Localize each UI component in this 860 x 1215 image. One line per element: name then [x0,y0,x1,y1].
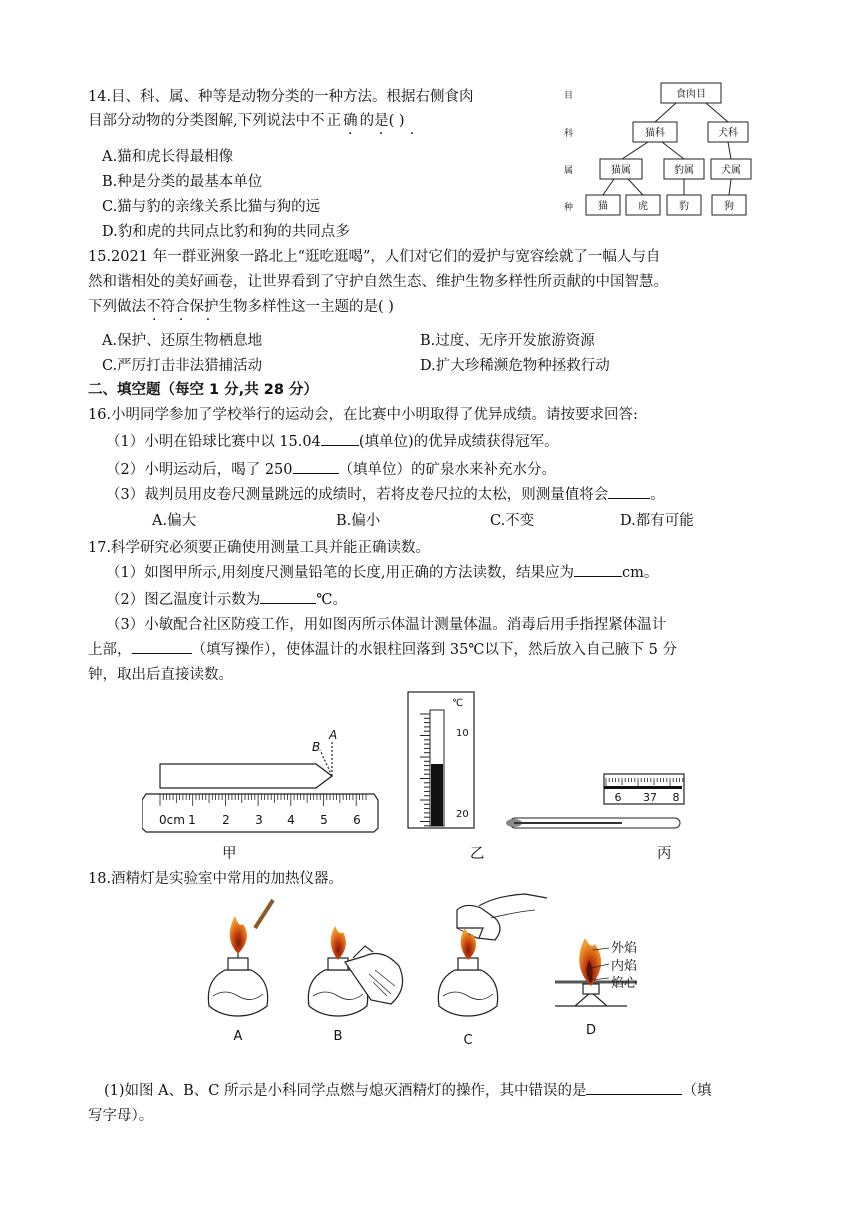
ruler-label-3: 3 [255,813,263,827]
q16-option-d: D.都有可能 [620,513,694,529]
q17-part2-post: ℃。 [316,592,347,608]
pencil [160,764,332,788]
q14-option-b: B.种是分类的最基本单位 [102,174,263,190]
answer-blank[interactable] [574,562,622,577]
q17-part3-line3: 钟，取出后直接读数。 [88,667,233,683]
flame-a [230,916,247,954]
q15-option-a: A.保护、还原生物栖息地 [102,333,263,349]
lamp-label-b: B [333,1029,343,1044]
q14-option-c: C.猫与豹的亲缘关系比猫与狗的远 [102,199,321,215]
mercury-column [514,822,622,824]
q15-option-d: D.扩大珍稀濒危物种拯救行动 [420,358,610,374]
emphasis-dots: · · · [348,126,426,142]
q16-option-c: C.不变 [490,513,535,529]
q17-part1-pre: （1）如图甲所示,用刻度尺测量铅笔的长度,用正确的方法读数，结果应为 [106,565,574,581]
lamp-c [438,894,547,1016]
node-species-cat-label: 猫 [598,201,608,212]
thermometer-figure [400,690,480,830]
answer-blank[interactable] [586,1080,682,1095]
q15-line1: 15.2021 年一群亚洲象一路北上“逛吃逛喝”，人们对它们的爱护与宽容绘就了一幅人与自 [88,249,661,265]
q15-option-c: C.严厉打击非法猎捕活动 [102,358,263,374]
q14-option-d: D.豹和虎的共同点比豹和狗的共同点多 [102,224,350,240]
answer-blank[interactable] [260,589,316,604]
q15-line3-pre: 下列做法 [88,299,146,315]
level-genus: 属 [564,166,574,176]
label-inner-flame: 内焰 [611,959,638,974]
label-flame-core: 焰心 [611,976,638,991]
q18-part1-line2: 写字母）。 [88,1108,154,1124]
ruler-label-4: 4 [287,813,295,827]
emphasis-dots: · · · [152,312,220,328]
q18-stem: 18.酒精灯是实验室中常用的加热仪器。 [88,871,344,887]
q17-part1 [106,562,658,584]
thermo-label-20: 20 [456,809,469,820]
section-title: 二、填空题（每空 1 分,共 28 分） [88,382,318,398]
q14-line1: 14.目、科、属、种等是动物分类的一种方法。根据右侧食肉 [88,89,474,105]
q17-part3-line2-pre: 上部， [88,642,132,658]
node-genus-dog-label: 犬属 [721,165,741,176]
alcohol-lamp-figure [195,888,655,1048]
ruler-label-5: 5 [320,813,328,827]
level-family: 科 [564,129,574,139]
ruler-label-6: 6 [353,813,361,827]
q17-part1-post: cm。 [621,565,659,581]
ruler-label-0: 0cm [159,813,185,827]
lamp-a [208,900,273,1016]
sight-label-b: B [312,740,321,754]
q14-line2-pre: 目部分动物的分类图解,下列说法中 [88,113,311,129]
q16-part1-pre: （1）小明在铅球比赛中以 15.04 [106,434,321,450]
clinical-thermometer-figure [500,770,690,836]
q15-emphasis: 不符合 [146,299,190,315]
node-order-label: 食肉目 [676,89,706,100]
ruler-figure [142,722,382,834]
classification-tree-diagram [556,80,776,220]
q15-line3-post: 保护生物多样性这一主题的是( ) [189,299,394,315]
lamp-b [308,946,402,1016]
q16-stem: 16.小明同学参加了学校举行的运动会，在比赛中小明取得了优异成绩。请按要求回答: [88,407,638,423]
q17-stem: 17.科学研究必须要正确使用测量工具并能正确读数。 [88,540,431,556]
clinical-label-36: 6 [614,791,622,804]
q16-part2-post: （填单位）的矿泉水来补充水分。 [338,462,557,478]
lamp-label-a: A [233,1029,243,1044]
node-genus-leopard-label: 豹属 [674,165,694,176]
q16-part2 [106,459,556,481]
thermometer-unit: ℃ [452,698,464,709]
answer-blank[interactable] [132,639,192,654]
q16-part1 [106,431,559,453]
liquid-column [431,764,443,826]
thermometer-ticks [420,714,430,826]
flame-b [331,926,346,960]
q16-option-a: A.偏大 [152,513,197,529]
q16-part3-post: 。 [650,487,665,503]
answer-blank[interactable] [608,484,650,499]
fig-label-jia: 甲 [222,846,237,862]
level-species: 种 [564,203,574,213]
answer-blank[interactable] [293,459,339,474]
ruler-label-2: 2 [222,813,230,827]
q15-line3 [88,296,394,318]
q15-option-b: B.过度、无序开发旅游资源 [420,333,595,349]
level-order: 目 [564,91,574,101]
label-outer-flame: 外焰 [611,941,638,956]
q14-option-a: A.猫和虎长得最相像 [102,149,234,165]
q16-part2-pre: （2）小明运动后，喝了 250 [106,462,293,478]
node-species-tiger-label: 虎 [638,201,648,212]
q16-part1-post: (填单位)的优异成绩获得冠军。 [358,434,559,450]
q18-part1-pre: (1)如图 A、B、C 所示是小科同学点燃与熄灭酒精灯的操作，其中错误的是 [104,1083,587,1099]
q17-part3-line2 [88,639,677,661]
ruler-label-1: 1 [188,813,196,827]
mercury-zoom [604,786,682,789]
sight-label-a: A [329,728,338,742]
q17-part2-pre: （2）图乙温度计示数为 [106,592,261,608]
clinical-label-38: 8 [672,791,680,804]
node-family-dog-label: 犬科 [718,128,738,139]
fig-label-yi: 乙 [470,846,485,862]
node-species-dog-label: 狗 [724,201,734,212]
q14-emphasis: 不正确 [310,113,360,129]
lamp-label-c: C [463,1033,473,1048]
node-family-cat-label: 猫科 [645,128,665,139]
lamp-label-d: D [585,1023,597,1038]
fig-label-bing: 丙 [657,846,672,862]
ruler-ticks [160,794,366,806]
q16-option-b: B.偏小 [336,513,381,529]
q16-part3 [106,484,665,506]
q17-part2 [106,589,347,611]
clinical-label-37: 37 [643,791,657,804]
node-genus-cat-label: 猫属 [611,165,631,176]
q14-line2-post: 的是( ) [359,113,405,129]
node-species-leopard-label: 豹 [679,201,689,212]
q17-part3-line2-post: （填写操作），使体温计的水银柱回落到 35℃以下，然后放入自己腋下 5 分 [191,642,677,658]
q15-line2: 然和谐相处的美好画卷，让世界看到了守护自然生态、维护生物多样性所贡献的中国智慧。 [88,274,668,290]
thermo-label-10: 10 [456,728,469,739]
q18-part1-post: （填 [682,1083,712,1099]
q16-part3-pre: （3）裁判员用皮卷尺测量跳远的成绩时，若将皮卷尺拉的太松，则测量值将会 [106,487,609,503]
q17-part3-line1: （3）小敏配合社区防疫工作，用如图丙所示体温计测量体温。消毒后用手指捏紧体温计 [106,617,667,633]
q18-part1 [104,1080,711,1102]
answer-blank[interactable] [321,431,359,446]
